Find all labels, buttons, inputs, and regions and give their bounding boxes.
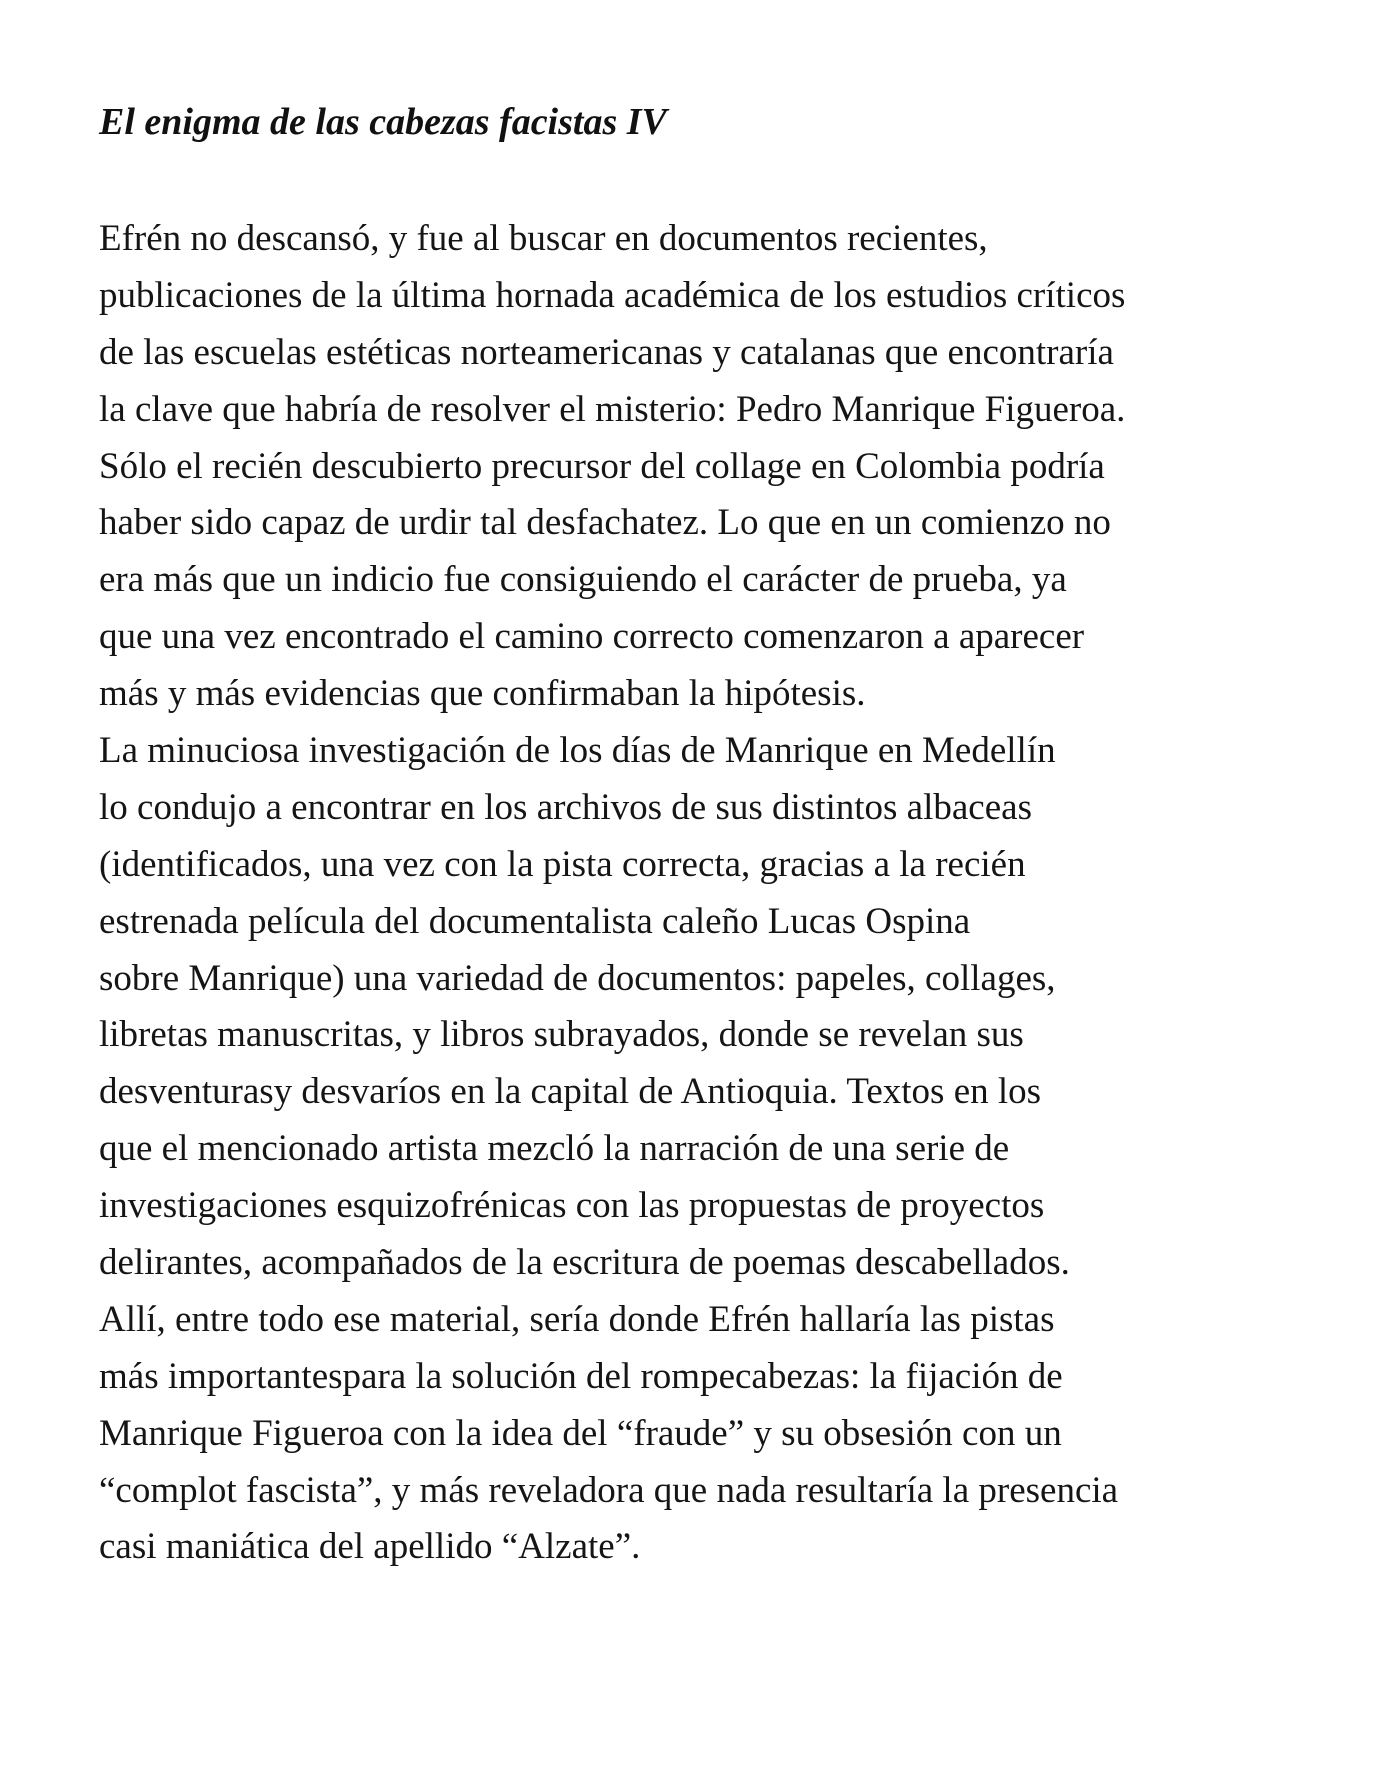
text-line: Sólo el recién descubierto precursor del collage en Colombia podría	[99, 445, 1105, 487]
text-line: más importantespara la solución del rompecabezas: la fijación de	[99, 1355, 1063, 1397]
text-line: casi maniática del apellido “Alzate”.	[99, 1526, 641, 1568]
text-line: era más que un indicio fue consiguiendo el carácter de prueba, ya	[99, 559, 1067, 601]
document-title: El enigma de las cabezas facistas IV	[99, 101, 667, 143]
text-line: estrenada película del documentalista caleño Lucas Ospina	[99, 900, 971, 942]
text-line: (identificados, una vez con la pista correcta, gracias a la recién	[99, 843, 1026, 885]
text-line: investigaciones esquizofrénicas con las propuestas de proyectos	[99, 1185, 1045, 1227]
text-line: La minuciosa investigación de los días de Manrique en Medellín	[99, 730, 1056, 772]
text-line: Efrén no descansó, y fue al buscar en documentos recientes,	[99, 218, 988, 259]
text-line: sobre Manrique) una variedad de documentos: papeles, collages,	[99, 957, 1056, 999]
text-line: desventurasy desvaríos en la capital de Antioquia. Textos en los	[99, 1071, 1042, 1113]
text-line: lo condujo a encontrar en los archivos de sus distintos albaceas	[99, 786, 1032, 828]
text-line: más y más evidencias que confirmaban la hipótesis.	[99, 673, 866, 715]
text-line: publicaciones de la última hornada académica de los estudios críticos	[99, 274, 1126, 316]
text-line: que una vez encontrado el camino correcto comenzaron a aparecer	[99, 616, 1085, 658]
text-line: libretas manuscritas, y libros subrayados, donde se revelan sus	[99, 1014, 1024, 1056]
text-line: Allí, entre todo ese material, sería donde Efrén hallaría las pistas	[99, 1298, 1055, 1340]
text-line: de las escuelas estéticas norteamericanas y catalanas que encontraría	[99, 331, 1114, 373]
text-line: que el mencionado artista mezcló la narración de una serie de	[99, 1128, 1010, 1170]
text-line: haber sido capaz de urdir tal desfachatez. Lo que en un comienzo no	[99, 502, 1111, 544]
text-line: la clave que habría de resolver el misterio: Pedro Manrique Figueroa.	[99, 388, 1126, 430]
text-line: “complot fascista”, y más reveladora que nada resultaría la presencia	[99, 1469, 1119, 1511]
body-text	[99, 211, 1125, 1576]
text-line: delirantes, acompañados de la escritura de poemas descabellados.	[99, 1242, 1070, 1284]
text-line: Manrique Figueroa con la idea del “fraude” y su obsesión con un	[99, 1412, 1062, 1454]
